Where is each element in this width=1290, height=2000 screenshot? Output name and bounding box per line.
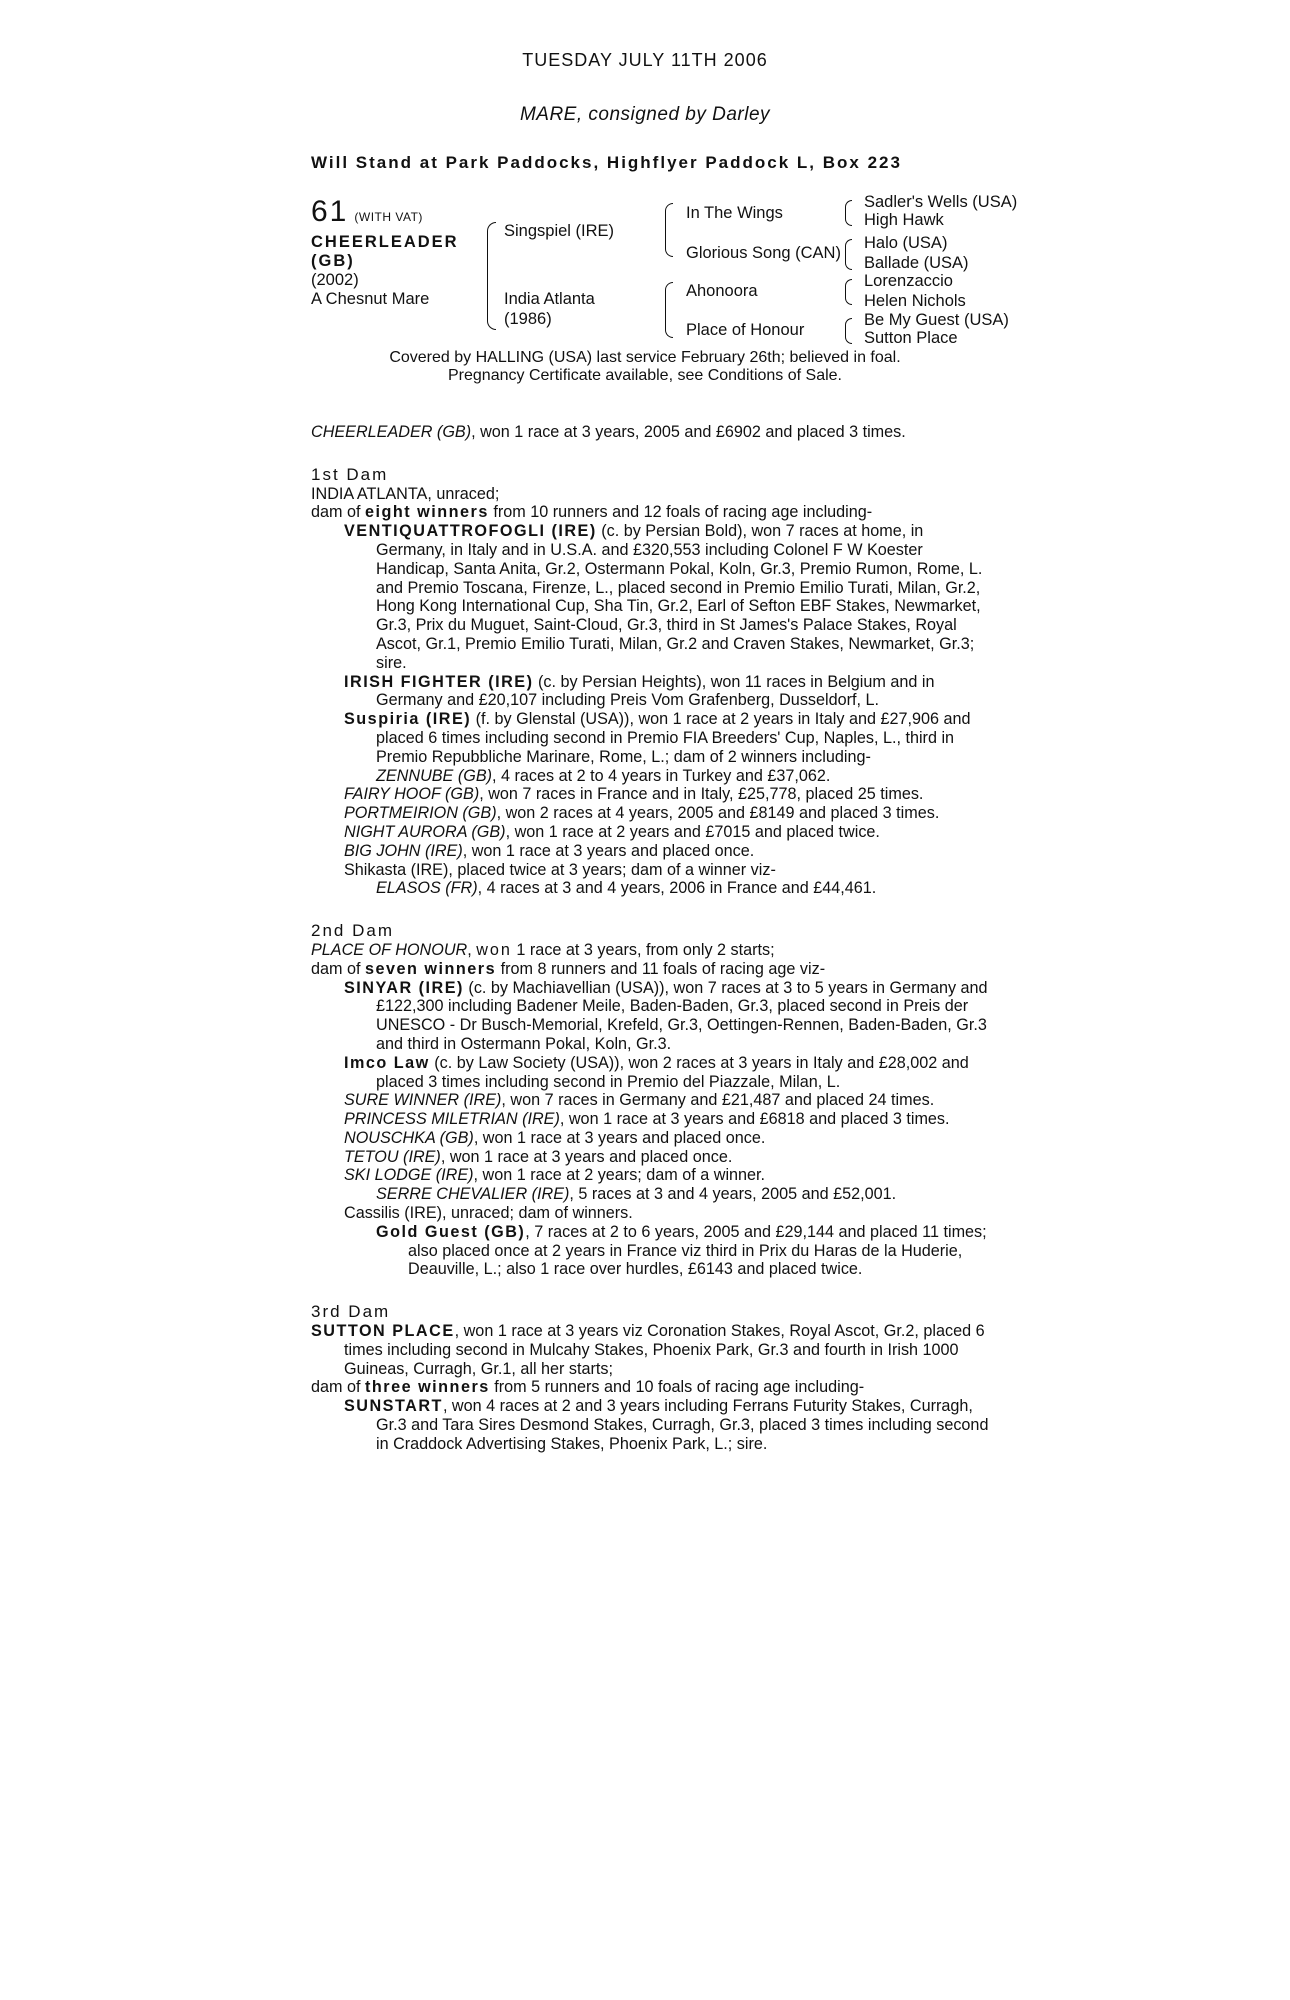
pedigree-dsd: Helen Nichols [864,292,966,310]
intro-line [311,423,991,442]
produce-entry: NIGHT AURORA (GB), won 1 race at 2 years and £7015 and placed twice. [344,822,880,841]
produce-entry: Suspiria (IRE) (f. by Glenstal (USA)), won 1 race at 2 years in Italy and £27,906 and placed 6 times including second in Premio FIA Breeders' Cup, Naples, L., third in Premio Repubbliche Marinare, Rome, L.; dam of 2 winners including- [344,710,971,766]
horse-identity [311,233,459,309]
pedigree-sds: Halo (USA) [864,234,948,252]
pedigree-sire: Singspiel (IRE) [504,222,615,240]
horse-year: (2002) [311,271,359,289]
covered-note: Covered by HALLING (USA) last service February 26th; believed in foal. [389,349,901,366]
produce-entry: SINYAR (IRE) (c. by Machiavellian (USA)), won 7 races at 3 to 5 years in Germany and £122,300 including Badener Meile, Baden-Baden, Gr.3, placed second in Preis der UNESCO - Dr Busch-Memorial, Krefeld, Gr.3, Oettingen-Rennen, Baden-Baden, Gr.3 and third in Ostermann Pokal, Koln, Gr.3. [344,978,988,1053]
produce-entry: TETOU (IRE), won 1 race at 3 years and placed once. [344,1147,733,1166]
first-dam-summary: dam of eight winners from 10 runners and 12 foals of racing age including- [311,503,873,522]
produce-entry: IRISH FIGHTER (IRE) (c. by Persian Heights), won 11 races in Belgium and in Germany and £20,107 including Preis Vom Grafenberg, Dusseldorf, L. [344,672,935,710]
pedigree-sire-sire: In The Wings [686,204,783,222]
pedigree-brace-ds [845,279,852,305]
produce-entry: Shikasta (IRE), placed twice at 3 years; dam of a winner viz- [344,860,776,879]
produce-entry: ZENNUBE (GB), 4 races at 2 to 4 years in Turkey and £37,062. [376,766,831,785]
lot-number-block [311,195,423,229]
third-dam-heading: 3rd Dam [311,1302,391,1322]
horse-description: A Chesnut Mare [311,290,430,308]
pedigree-sss: Sadler's Wells (USA) [864,193,1018,211]
produce-entry: NOUSCHKA (GB), won 1 race at 3 years and placed once. [344,1128,766,1147]
horse-country: (GB) [311,252,355,270]
produce-entry: PRINCESS MILETRIAN (IRE), won 1 race at 3 years and £6818 and placed 3 times. [344,1110,950,1129]
horse-name: CHEERLEADER [311,233,459,251]
produce-entry: FAIRY HOOF (GB), won 7 races in France and in Italy, £25,778, placed 25 times. [344,785,924,804]
pedigree-dds: Be My Guest (USA) [864,311,1009,329]
lot-subtitle: MARE, consigned by Darley [519,104,771,125]
third-dam-summary: dam of three winners from 5 runners and 10 foals of racing age including- [311,1378,865,1397]
pedigree-dam-dam: Place of Honour [686,321,805,339]
intro-horse-name: CHEERLEADER (GB) [311,423,472,441]
sale-date: TUESDAY JULY 11TH 2006 [522,50,768,70]
pedigree-dam-sire: Ahonoora [686,282,758,300]
first-dam-name: INDIA ATLANTA, unraced; [311,484,500,503]
produce-entry: VENTIQUATTROFOGLI (IRE) (c. by Persian Bold), won 7 races at home, in Germany, in Italy and in U.S.A. and £320,553 including Colonel F W Koester Handicap, Santa Anita, Gr.2, Ostermann Pokal, Koln, Gr.3, Premio Rumon, Rome, L. and Premio Toscana, Firenze, L., placed second in Premio Emilio Turati, Milan, Gr.2, Hong Kong International Cup, Sha Tin, Gr.2, Earl of Sefton EBF Stakes, Newmarket, Gr.3, Prix du Muguet, Saint-Cloud, Gr.3, third in St James's Palace Stakes, Royal Ascot, Gr.1, Premio Emilio Turati, Milan, Gr.2 and Craven Stakes, Newmarket, Gr.3; sire. [344,522,983,672]
produce-entry: ELASOS (FR), 4 races at 3 and 4 years, 2006 in France and £44,461. [376,879,877,898]
pedigree-dss: Lorenzaccio [864,272,953,290]
produce-entry: Imco Law (c. by Law Society (USA)), won 2 races at 3 years in Italy and £28,002 and placed 3 times including second in Premio del Piazzale, Milan, L. [344,1053,969,1091]
second-dam-heading: 2nd Dam [311,921,394,941]
pedigree-dam: India Atlanta [504,290,595,308]
pedigree-sdd: Ballade (USA) [864,254,969,272]
produce-entry: SURE WINNER (IRE), won 7 races in Germany and £21,487 and placed 24 times. [344,1091,935,1110]
pedigree-brace-dd [845,318,852,344]
vat-note: (WITH VAT) [354,210,423,224]
first-dam-heading: 1st Dam [311,464,389,484]
produce-entry: SKI LODGE (IRE), won 1 race at 2 years; dam of a winner. [344,1166,766,1185]
produce-entry: Cassilis (IRE), unraced; dam of winners. [344,1204,633,1223]
second-dam-name: PLACE OF HONOUR, won 1 race at 3 years, from only 2 starts; [311,940,775,959]
pedigree-brace-sd [845,239,852,270]
produce-entry: Gold Guest (GB), 7 races at 2 to 6 years, 2005 and £29,144 and placed 11 times; also placed once at 2 years in France viz third in Prix du Haras de la Huderie, Deauville, L.; also 1 race over hurdles, £6143 and placed twice. [376,1222,987,1279]
second-dam-summary: dam of seven winners from 8 runners and 11 foals of racing age viz- [311,959,826,978]
produce-entry: SUNSTART, won 4 races at 2 and 3 years including Ferrans Futurity Stakes, Curragh, Gr.3 and Tara Sires Desmond Stakes, Curragh, Gr.3, placed 3 times including second in Craddock Advertising Stakes, Phoenix Park, L.; sire. [344,1397,989,1453]
pregnancy-note: Pregnancy Certificate available, see Conditions of Sale. [448,367,842,384]
produce-entry: BIG JOHN (IRE), won 1 race at 3 years and placed once. [344,841,755,860]
pedigree-dam-year: (1986) [504,310,552,328]
produce-entry: SERRE CHEVALIER (IRE), 5 races at 3 and 4 years, 2005 and £52,001. [376,1185,897,1204]
pedigree-brace-dam [665,282,673,338]
pedigree-brace-ss [845,200,852,226]
produce-entry: PORTMEIRION (GB), won 2 races at 4 years, 2005 and £8149 and placed 3 times. [344,804,940,823]
pedigree-ssd: High Hawk [864,211,944,229]
stand-location: Will Stand at Park Paddocks, Highflyer Paddock L, Box 223 [311,153,902,172]
catalogue-body [311,423,991,1454]
pedigree-brace-sire [665,203,673,257]
intro-text: , won 1 race at 3 years, 2005 and £6902 and placed 3 times. [471,423,906,441]
third-dam-name: SUTTON PLACE, won 1 race at 3 years viz Coronation Stakes, Royal Ascot, Gr.2, placed 6 times including second in Mulcahy Stakes, Phoenix Park, Gr.3 and fourth in Irish 1000 Guineas, Curragh, Gr.1, all her starts; [311,1322,985,1378]
pedigree-sire-dam: Glorious Song (CAN) [686,244,841,262]
pedigree-ddd: Sutton Place [864,329,958,347]
lot-number: 61 [311,195,349,228]
pedigree-brace-main [487,222,496,330]
